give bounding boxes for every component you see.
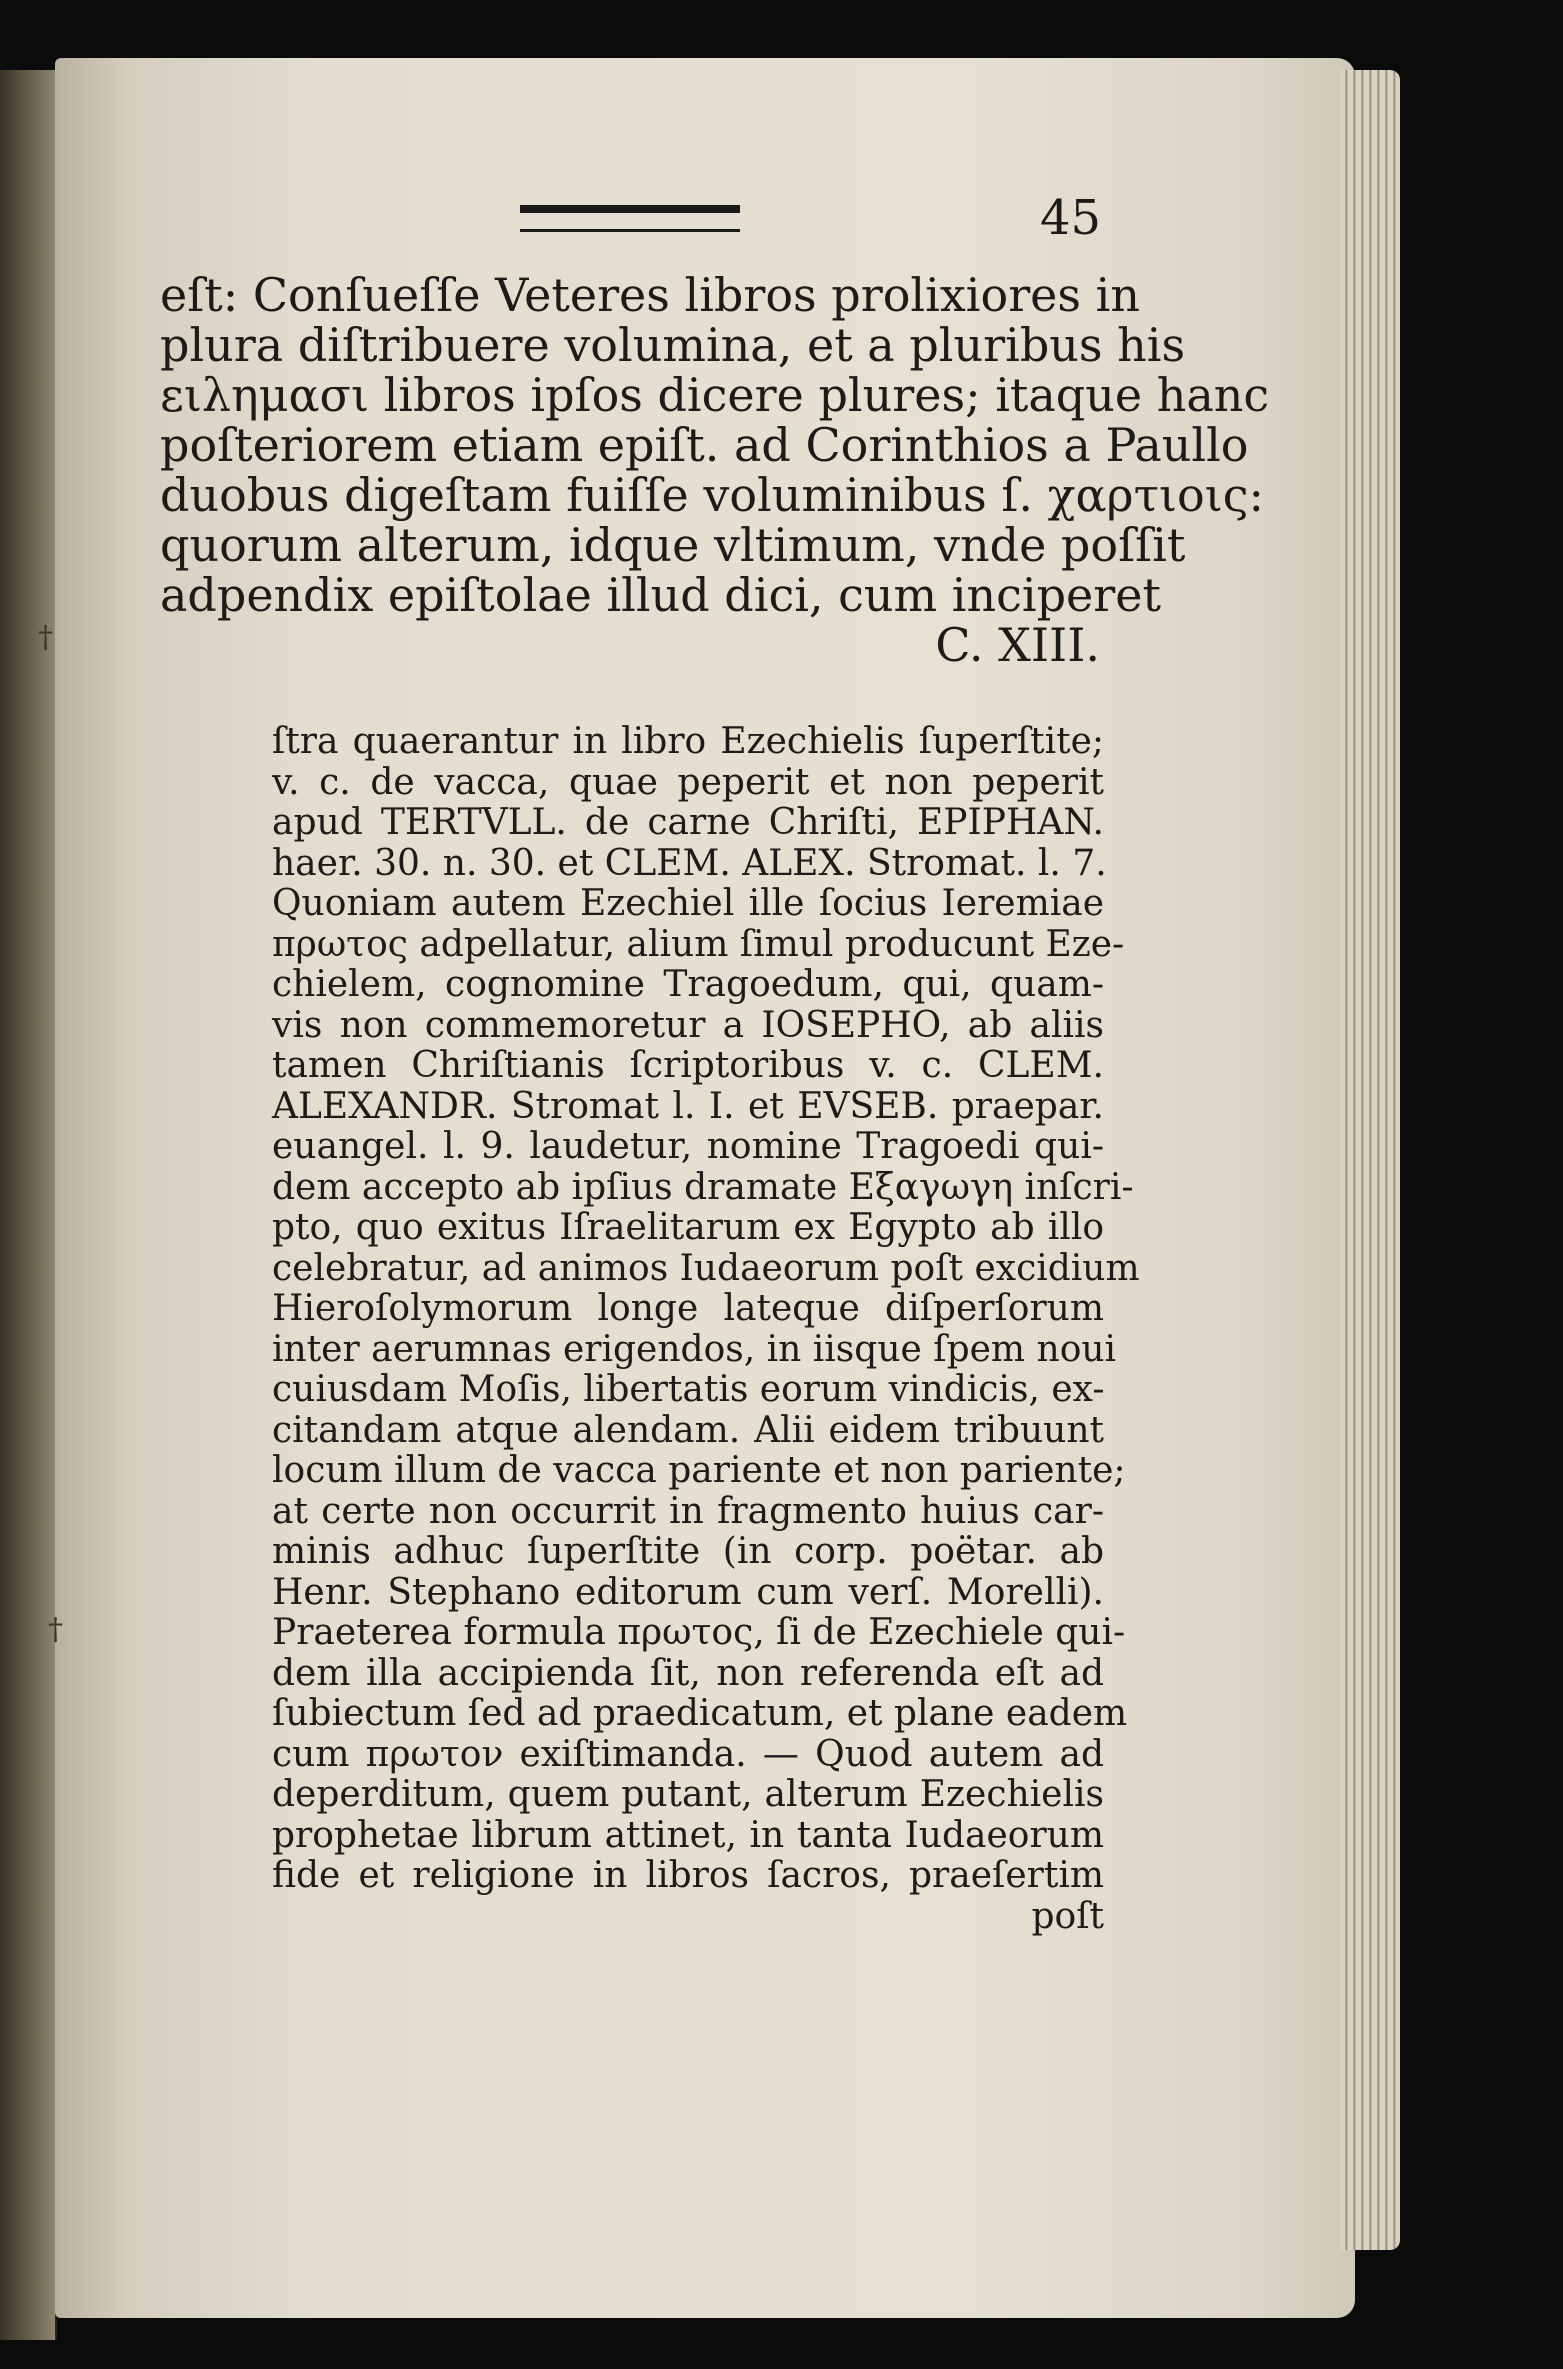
page-number: 45 <box>1040 190 1102 246</box>
note-line: cuiusdam Moſis, libertatis eorum vindicis, ex- <box>272 1369 1105 1410</box>
note-line: euangel. l. 9. laudetur, nomine Tragoedi qui- <box>272 1126 1104 1167</box>
header-rule <box>520 205 740 232</box>
main-line: ειλημασι libros ipſos dicere plures; itaque hanc <box>160 368 1270 422</box>
note-line: Praeterea formula πρωτος, ſi de Ezechiele qui- <box>272 1612 1126 1653</box>
catchword-note: poſt <box>1031 1895 1104 1937</box>
note-line: Quoniam autem Ezechiel ille ſocius Ieremiae <box>272 883 1104 924</box>
note-line: locum illum de vacca pariente et non pariente; <box>272 1450 1126 1491</box>
left-page-edge <box>0 70 57 2340</box>
note-line: pto, quo exitus Iſraelitarum ex Egypto ab illo <box>272 1207 1104 1248</box>
note-line: apud TERTVLL. de carne Chriſti, EPIPHAN. <box>272 802 1104 843</box>
note-line: haer. 30. n. 30. et CLEM. ALEX. Stromat. l. 7. <box>272 842 1107 884</box>
main-line: quorum alterum, idque vltimum, vnde poſſit <box>160 518 1186 572</box>
page-stack-edge <box>1340 70 1400 2250</box>
note-line: Hieroſolymorum longe lateque diſperſorum <box>272 1288 1104 1329</box>
margin-mark-icon: † <box>38 620 53 655</box>
main-line: duobus digeſtam fuiſſe voluminibus ſ. χαρτιοις: <box>160 468 1265 522</box>
note-line: dem accepto ab ipſius dramate Εξαγωγη inſcri- <box>272 1166 1134 1208</box>
main-line: plura diſtribuere volumina, et a pluribus his <box>160 318 1186 372</box>
note-line: tamen Chriſtianis ſcriptoribus v. c. CLEM. <box>272 1045 1104 1086</box>
note-line: fide et religione in libros ſacros, praeſertim <box>272 1855 1104 1896</box>
catchword-main: C. XIII. <box>935 618 1100 672</box>
note-line: ſubiectum ſed ad praedicatum, et plane eadem <box>272 1693 1128 1734</box>
note-line: citandam atque alendam. Alii eidem tribuunt <box>272 1409 1104 1451</box>
note-line: cum πρωτον exiſtimanda. — Quod autem ad <box>272 1733 1104 1775</box>
margin-mark-icon: † <box>48 1612 63 1647</box>
main-text-block <box>160 268 1270 672</box>
note-line: ſtra quaerantur in libro Ezechielis ſuperſtite; <box>272 721 1104 762</box>
note-line: inter aerumnas erigendos, in iisque ſpem noui <box>272 1328 1117 1370</box>
note-line: celebratur, ad animos Iudaeorum poſt excidium <box>272 1247 1140 1289</box>
note-line: chielem, cognomine Tragoedum, qui, quam- <box>272 964 1104 1005</box>
note-line: πρωτος adpellatur, alium ſimul producunt Eze- <box>272 923 1125 965</box>
footnote-block <box>272 721 1140 1937</box>
note-line: Henr. Stephano editorum cum verſ. Morelli). <box>272 1571 1104 1613</box>
main-line: poſteriorem etiam epiſt. ad Corinthios a Paullo <box>160 418 1249 472</box>
note-line: vis non commemoretur a IOSEPHO, ab aliis <box>272 1004 1104 1046</box>
main-line: eſt: Conſueſſe Veteres libros prolixiores in <box>160 268 1140 322</box>
note-line: minis adhuc ſuperſtite (in corp. poëtar. ab <box>272 1531 1104 1572</box>
note-line: deperditum, quem putant, alterum Ezechielis <box>272 1774 1104 1815</box>
note-line: prophetae librum attinet, in tanta Iudaeorum <box>272 1814 1104 1856</box>
note-line: ALEXANDR. Stromat l. I. et EVSEB. praepar. <box>272 1085 1104 1127</box>
note-line: at certe non occurrit in fragmento huius car- <box>272 1490 1104 1532</box>
main-line: adpendix epiſtolae illud dici, cum inciperet <box>160 568 1161 622</box>
note-line: dem illa accipienda ſit, non referenda eſt ad <box>272 1652 1104 1694</box>
note-line: v. c. de vacca, quae peperit et non peperit <box>272 761 1104 803</box>
